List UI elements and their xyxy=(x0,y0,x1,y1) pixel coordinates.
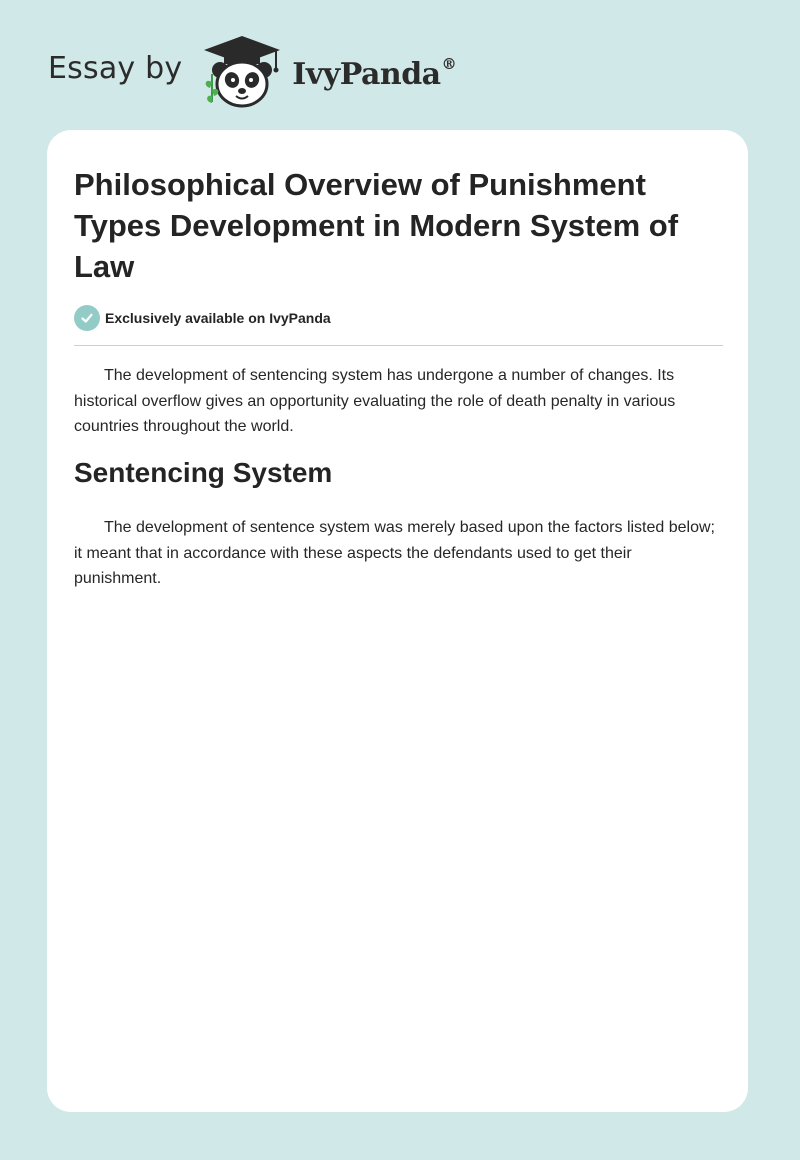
intro-paragraph: The development of sentencing system has undergone a number of changes. Its historical overflow gives an opportunity evaluating the role of death penalty in various countries throughout the world. xyxy=(74,367,676,435)
brand-name-text: IvyPanda xyxy=(292,56,441,92)
site-header xyxy=(48,34,456,110)
ivy-leaf-icon xyxy=(203,72,221,106)
section-paragraph: The development of sentence system was merely based upon the factors listed below; it meant that in accordance with these aspects the defendants used to get their punishment. xyxy=(74,519,715,587)
section-heading: Sentencing System xyxy=(74,457,333,488)
brand-name xyxy=(292,54,457,92)
essay-card xyxy=(47,130,748,1112)
checkmark-icon xyxy=(74,305,100,331)
exclusive-label: Exclusively available on IvyPanda xyxy=(105,310,331,326)
exclusive-badge xyxy=(74,305,331,331)
divider xyxy=(74,345,723,346)
registered-mark: ® xyxy=(441,54,457,73)
essay-by-label: Essay by xyxy=(48,50,183,86)
page-title: Philosophical Overview of Punishment Types Development in Modern System of Law xyxy=(74,167,679,284)
